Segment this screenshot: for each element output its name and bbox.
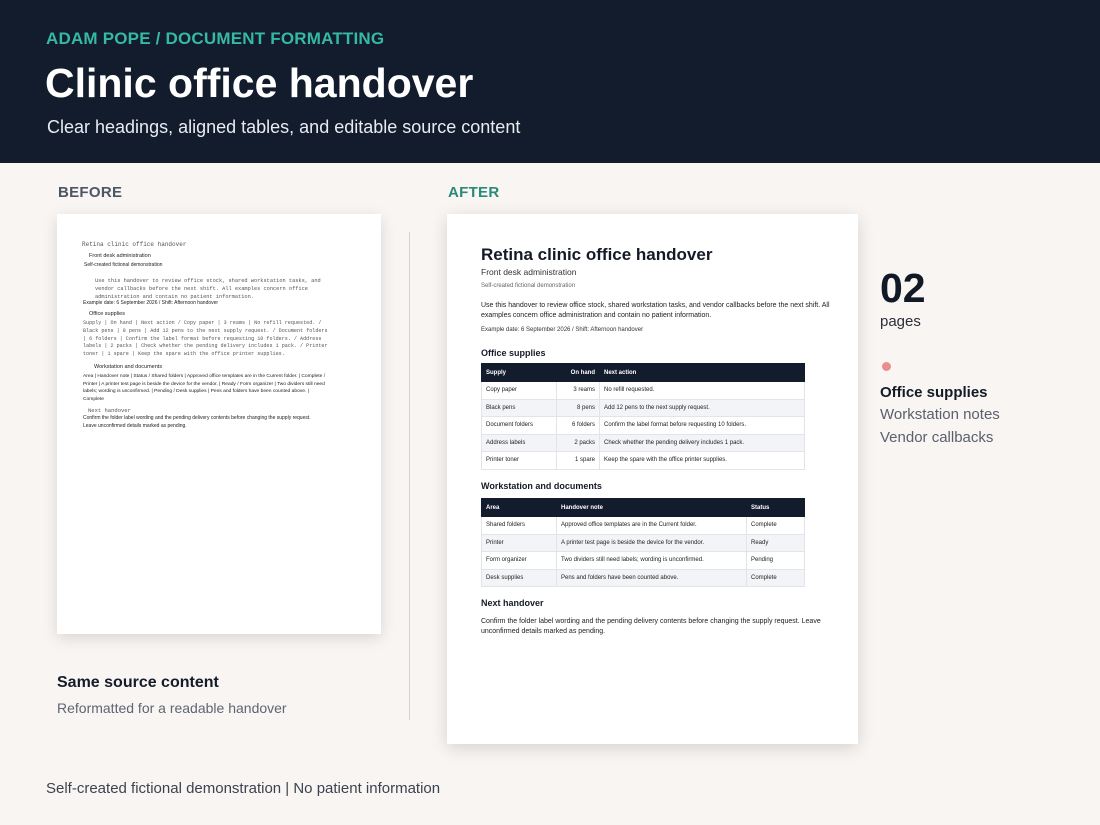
table-cell: 2 packs [557,434,600,452]
table-cell: Keep the spare with the office printer supplies. [600,452,805,470]
section-item-vendor-callbacks[interactable]: Vendor callbacks [880,429,994,446]
table-row [482,552,805,570]
before-supplies-heading: Office supplies [89,311,125,317]
table-cell: Document folders [482,417,557,435]
before-workstation-heading: Workstation and documents [94,364,163,370]
table-header-cell: Handover note [557,499,747,517]
next-handover-heading: Next handover [481,598,544,608]
before-doc-intro: Use this handover to review office stock, shared workstation tasks, and vendor callbacks before the next shift. All examples concern office administration and contain no patient information. [95,278,321,300]
before-doc-date: Example date: 6 September 2026 / Shift: Afternoon handover [83,300,219,306]
after-doc-title: Retina clinic office handover [481,245,713,264]
after-label: AFTER [448,184,500,201]
table-cell: Complete [747,517,805,535]
before-next-text: Confirm the folder label wording and the pending delivery contents before changing the supply request. Leave unconfirmed details marked as pending. [83,415,311,429]
supplies-heading: Office supplies [481,348,546,358]
table-cell: Shared folders [482,517,557,535]
after-doc-intro: Use this handover to review office stock, shared workstation tasks, and vendor callbacks before the next shift. All examples concern office administration and contain no patient information. [481,302,830,319]
next-handover-text: Confirm the folder label wording and the pending delivery contents before changing the supply request. Leave unconfirmed details marked as pending. [481,618,821,635]
page-title: Clinic office handover [45,60,474,106]
page-count-label: pages [880,313,921,330]
table-cell: Form organizer [482,552,557,570]
breadcrumb: ADAM POPE / DOCUMENT FORMATTING [46,29,385,48]
table-cell: Confirm the label format before requesting 10 folders. [600,417,805,435]
table-cell: Copy paper [482,382,557,400]
table-cell: 3 reams [557,382,600,400]
table-row [482,569,805,587]
table-cell: Black pens [482,399,557,417]
column-divider [409,232,410,720]
before-caption-subtitle: Reformatted for a readable handover [57,700,287,716]
table-cell: A printer test page is beside the device for the vendor. [557,534,747,552]
table-cell: Pending [747,552,805,570]
active-section-dot-icon [882,362,891,371]
table-header-row [482,499,805,517]
table-cell: Address labels [482,434,557,452]
page-subtitle: Clear headings, aligned tables, and editable source content [47,117,521,137]
table-header-row [482,364,805,382]
after-doc-date: Example date: 6 September 2026 / Shift: Afternoon handover [481,327,644,333]
table-cell: Two dividers still need labels; wording is unconfirmed. [557,552,747,570]
table-row [482,434,805,452]
after-document-page [447,214,858,744]
before-workstation-text: Area | Handover note | Status / Shared folders | Approved office templates are in the Current folder. | Complete / Printer | A printer test page is beside the device for the vendor. | Ready / Form organizer | Two dividers still need labels; wording is unconfirmed. | Pending / Desk supplies | Pens and folders have been counted above. | Complete [83,374,326,402]
header-banner [0,0,1100,163]
workstation-heading: Workstation and documents [481,481,602,491]
before-doc-title: Retina clinic office handover [82,241,187,248]
table-cell: Approved office templates are in the Current folder. [557,517,747,535]
table-cell: Check whether the pending delivery includes 1 pack. [600,434,805,452]
table-row [482,399,805,417]
before-doc-demo: Self-created fictional demonstration [84,262,163,268]
table-header-cell: Area [482,499,557,517]
footer-note: Self-created fictional demonstration | No patient information [46,780,441,797]
workstation-table [481,498,805,587]
table-cell: No refill requested. [600,382,805,400]
table-cell: Ready [747,534,805,552]
table-cell: Add 12 pens to the next supply request. [600,399,805,417]
table-row [482,417,805,435]
before-supplies-text: Supply | On hand | Next action / Copy paper | 3 reams | No refill requested. / Black pens | 8 pens | Add 12 pens to the next supply request. / Document folders | 6 folders | Confirm the label format before requesting 10 folders. / Address labels | 2 packs | Check whether the pending delivery includes 1 pack. / Printer toner | 1 spare | Keep the spare with the office printer supplies. [83,320,328,358]
table-cell: Complete [747,569,805,587]
table-row [482,534,805,552]
page-count: 02 [880,265,926,311]
table-cell: Desk supplies [482,569,557,587]
before-caption-title: Same source content [57,674,219,691]
table-cell: 8 pens [557,399,600,417]
section-item-office-supplies[interactable]: Office supplies [880,384,988,401]
table-header-cell: Next action [600,364,805,382]
table-row [482,517,805,535]
table-header-cell: On hand [557,364,600,382]
table-header-cell: Status [747,499,805,517]
table-cell: Pens and folders have been counted above. [557,569,747,587]
table-cell: Printer toner [482,452,557,470]
table-cell: Printer [482,534,557,552]
after-doc-subtitle: Front desk administration [481,267,577,277]
table-row [482,452,805,470]
after-doc-demo: Self-created fictional demonstration [481,283,576,289]
table-header-cell: Supply [482,364,557,382]
before-doc-subtitle: Front desk administration [89,253,151,259]
supplies-table [481,363,805,470]
table-row [482,382,805,400]
before-next-heading: Next handover [88,407,131,414]
before-document-page [57,214,381,634]
table-cell: 6 folders [557,417,600,435]
before-label: BEFORE [58,184,123,201]
section-item-workstation-notes[interactable]: Workstation notes [880,406,1000,423]
table-cell: 1 spare [557,452,600,470]
